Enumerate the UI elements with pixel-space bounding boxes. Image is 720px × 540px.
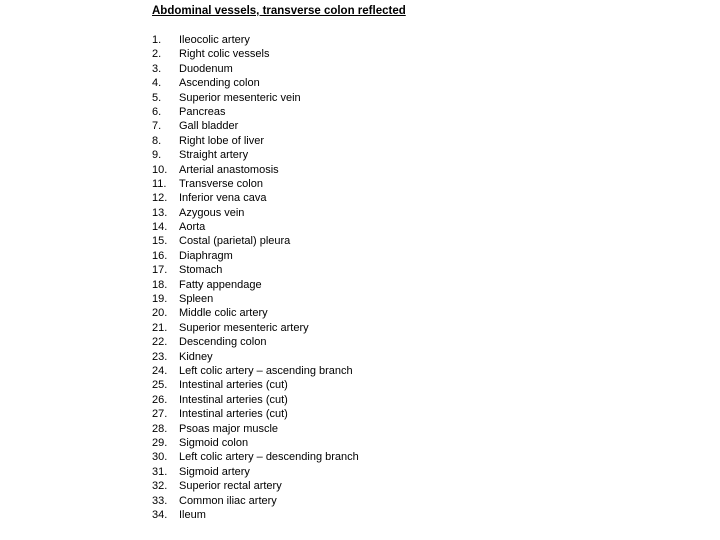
list-item-number: 29. [152,436,168,449]
list-item-label: Aorta [179,221,206,234]
list-item-number: 34. [152,508,168,521]
list-item-label: Gall bladder [179,120,239,133]
list-item-number: 2. [152,48,162,61]
list-item-number: 23. [152,350,168,363]
list-item [152,263,406,277]
list-item-label: Stomach [179,264,223,277]
list-item-label: Right lobe of liver [179,134,264,147]
list-item-number: 8. [152,134,162,147]
list-item-number: 7. [152,120,162,133]
list-item-label: Ileocolic artery [179,34,250,46]
list-item [152,422,406,436]
list-item [152,306,406,320]
list-item [152,249,406,263]
list-item-number: 5. [152,91,162,104]
list-item-label: Left colic artery – ascending branch [179,364,353,377]
list-item-label: Costal (parietal) pleura [179,235,291,248]
list-item [152,407,406,421]
list-item-label: Pancreas [179,105,226,118]
legend-list [152,33,406,522]
list-item-label: Middle colic artery [179,307,268,320]
list-item-number: 16. [152,249,168,262]
list-item [152,33,406,47]
list-item [152,335,406,349]
list-item-number: 33. [152,494,168,507]
list-item [152,220,406,234]
list-item-number: 4. [152,77,162,90]
list-item-number: 20. [152,307,168,320]
list-item [152,47,406,61]
list-item-label: Inferior vena cava [179,192,267,205]
list-item-label: Fatty appendage [179,278,262,291]
list-item [152,393,406,407]
list-item-number: 32. [152,480,168,493]
list-item [152,494,406,508]
list-item [152,177,406,191]
list-item [152,134,406,148]
list-item [152,465,406,479]
list-item-number: 12. [152,192,168,205]
list-item [152,321,406,335]
list-item-number: 26. [152,393,168,406]
list-item-number: 15. [152,235,168,248]
list-item-label: Superior mesenteric vein [179,91,301,104]
document [152,4,406,522]
list-item-number: 27. [152,408,168,421]
list-item [152,292,406,306]
document-title: Abdominal vessels, transverse colon reflected [152,5,406,17]
list-item-label: Spleen [179,293,214,306]
list-item-number: 25. [152,379,168,392]
list-item [152,479,406,493]
list-item-number: 6. [152,105,162,118]
list-item [152,278,406,292]
list-item [152,450,406,464]
list-item-number: 17. [152,264,168,277]
list-item [152,91,406,105]
list-item-number: 14. [152,221,168,234]
list-item [152,105,406,119]
list-item-label: Diaphragm [179,249,233,262]
list-item-label: Intestinal arteries (cut) [179,393,288,406]
list-item-label: Psoas major muscle [179,422,279,435]
list-item-label: Straight artery [179,149,249,162]
list-item [152,436,406,450]
list-item-label: Right colic vessels [179,48,270,61]
list-item [152,350,406,364]
list-item-number: 18. [152,278,168,291]
list-item-number: 13. [152,206,168,219]
list-item [152,163,406,177]
list-item-number: 1. [152,34,162,46]
list-item-number: 11. [152,177,167,190]
list-item [152,234,406,248]
list-item [152,62,406,76]
list-item-number: 21. [152,321,168,334]
list-item [152,148,406,162]
list-item [152,206,406,220]
list-item-label: Duodenum [179,62,233,75]
list-item-label: Superior mesenteric artery [179,321,309,334]
list-item [152,364,406,378]
list-item-label: Ileum [179,508,206,521]
list-item-number: 24. [152,364,168,377]
list-item-label: Descending colon [179,336,267,349]
list-item-label: Common iliac artery [179,494,277,507]
list-item-number: 31. [152,465,168,478]
list-item [152,191,406,205]
list-item [152,76,406,90]
list-item [152,378,406,392]
list-item-label: Azygous vein [179,206,245,219]
list-item-number: 28. [152,422,168,435]
list-item [152,119,406,133]
list-item-number: 3. [152,62,162,75]
list-item-label: Kidney [179,350,213,363]
list-item-label: Arterial anastomosis [179,163,279,176]
list-item-label: Transverse colon [179,177,263,190]
list-item-label: Intestinal arteries (cut) [179,379,288,392]
list-item-label: Superior rectal artery [179,480,282,493]
list-item-label: Intestinal arteries (cut) [179,408,288,421]
list-item-number: 30. [152,451,168,464]
list-item-number: 22. [152,336,168,349]
list-item-number: 19. [152,293,168,306]
list-item-number: 10. [152,163,168,176]
list-item [152,508,406,522]
list-item-number: 9. [152,149,162,162]
list-item-label: Sigmoid colon [179,436,249,449]
list-item-label: Sigmoid artery [179,465,250,478]
list-item-label: Ascending colon [179,77,260,90]
list-item-label: Left colic artery – descending branch [179,451,359,464]
